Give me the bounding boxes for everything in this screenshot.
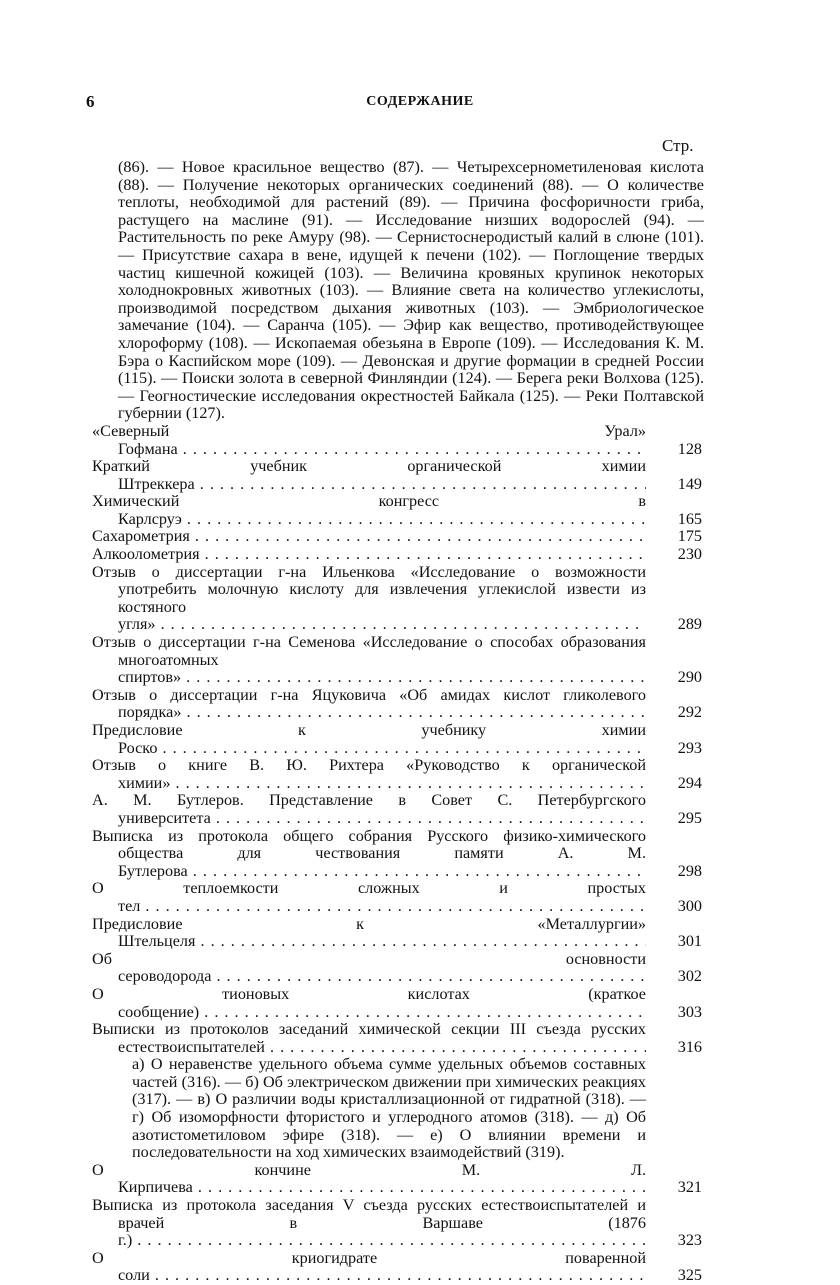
toc-entry-title: Выписка из протокола общего собрания Русского физико-химического общества для чествования памяти А. М. Бутлерова . . . bbox=[92, 828, 646, 881]
toc-entry-page: 321 bbox=[650, 1179, 702, 1197]
toc-entry-page: 165 bbox=[650, 511, 702, 529]
toc-entry bbox=[92, 564, 704, 634]
toc-entry-page: 290 bbox=[650, 669, 702, 687]
toc-entry bbox=[92, 423, 704, 458]
toc-entry bbox=[92, 757, 704, 792]
toc-entry-title: Предисловие к «Металлургии» Штельцеля . . . bbox=[92, 916, 646, 951]
toc-entry bbox=[92, 546, 704, 564]
toc-entry-page: 128 bbox=[650, 441, 702, 459]
toc-entry-title: О тионовых кислотах (краткое сообщение) . . . bbox=[92, 986, 646, 1021]
toc-entry-title: Сахарометрия . . . bbox=[92, 528, 646, 546]
toc-entry-page: 325 bbox=[650, 1267, 702, 1285]
toc-entry-page: 302 bbox=[650, 968, 702, 986]
toc-entry bbox=[92, 493, 704, 528]
toc-entries bbox=[92, 423, 704, 1056]
toc-entry-title: Выписки из протоколов заседаний химической секции III съезда русских естествоиспытателей . . . bbox=[92, 1021, 646, 1056]
toc-entry bbox=[92, 951, 704, 986]
toc-entry bbox=[92, 458, 704, 493]
toc-entry-title: А. М. Бутлеров. Представление в Совет С. Петербургского университета . . . bbox=[92, 792, 646, 827]
toc-entry-title: О криогидрате поваренной соли . . . bbox=[92, 1250, 646, 1285]
toc-entry-page: 300 bbox=[650, 898, 702, 916]
toc-entry-page: 293 bbox=[650, 740, 702, 758]
toc-entry-page: 301 bbox=[650, 933, 702, 951]
toc-entry bbox=[92, 634, 704, 687]
toc-entry-page: 230 bbox=[650, 546, 702, 564]
toc-entry bbox=[92, 1197, 704, 1250]
toc-entry bbox=[92, 792, 704, 827]
sub-paragraph: а) О неравенстве удельного объема сумме удельных объемов составных частей (316). — б) Об электрическом движении при химических реакциях (317). — в) О различии воды кристаллизационной от гидратной (318). — г) Об изоморфности фтористого и углеродного атомов (318). — д) Об азотистометиловом эфире (318). — е) О влиянии времени и последовательности на ход химических взаимодействий (319). bbox=[132, 1055, 646, 1162]
toc-entry-title: Краткий учебник органической химии Штреккера . . . bbox=[92, 458, 646, 493]
toc-entry-page: 294 bbox=[650, 775, 702, 793]
toc-entry-title: Отзыв о диссертации г-на Яцуковича «Об амидах кислот гликолевого порядка» . . . bbox=[92, 687, 646, 722]
toc-entry-title: О кончине М. Л. Кирпичева . . . bbox=[92, 1162, 646, 1197]
toc-entry bbox=[92, 1162, 704, 1197]
toc-entry bbox=[92, 722, 704, 757]
toc-entry bbox=[92, 1250, 704, 1285]
running-head-title: СОДЕРЖАНИЕ bbox=[366, 94, 474, 109]
toc-entry-page: 175 bbox=[650, 528, 702, 546]
toc-entry-title: Алкоолометрия . . . bbox=[92, 546, 646, 564]
toc-entry-page: 289 bbox=[650, 616, 702, 634]
intro-paragraph: (86). — Новое красильное вещество (87). — Четырехсернометиленовая кислота (88). — Получение некоторых органических соединений (88). — О количестве теплоты, необходимой для растений (89). — Причина фосфоричности гриба, растущего на маслине (91). — Исследование низших водорослей (94). — Растительность по реке Амуру (98). — Сернистоснеродистый калий в слюне (101). — Присутствие сахара в вене, идущей к печени (102). — Поглощение твердых частиц кишечной кожицей (103). — Величина кровяных крупинок некоторых холоднокровных животных (103). — Влияние света на количество углекислоты, производимой посредством дыхания животных (103). — Эмбриологическое замечание (104). — Саранча (105). — Эфир как вещество, противодействующее хлороформу (108). — Ископаемая обезьяна в Европе (109). — Исследования К. М. Бэра о Каспийском море (109). — Девонская и другие формации в средней России (115). — Поиски золота в северной Финляндии (124). — Берега реки Волхова (125). — Геогностические исследования окрестностей Байкала (125). — Реки Полтавской губернии (127). bbox=[118, 158, 704, 423]
toc-entry-page: 323 bbox=[650, 1232, 702, 1250]
toc-entry bbox=[92, 880, 704, 915]
toc-entry bbox=[92, 687, 704, 722]
toc-entry-page: 316 bbox=[650, 1039, 702, 1057]
toc-entry bbox=[92, 1021, 704, 1056]
toc-entry-page: 298 bbox=[650, 863, 702, 881]
toc-entry bbox=[92, 528, 704, 546]
toc-entry-title: Об основности сероводорода . . . bbox=[92, 951, 646, 986]
toc-entries-tail bbox=[92, 1162, 704, 1285]
contents-body bbox=[92, 159, 704, 1285]
toc-entry-title: О теплоемкости сложных и простых тел . . . bbox=[92, 880, 646, 915]
pages-column-label: Стр. bbox=[662, 136, 694, 155]
toc-entry-title: Отзыв о диссертации г-на Ильенкова «Исследование о возможности употребить молочную кислоту для извлечения углекислой извести из костяного угля» . . . bbox=[92, 564, 646, 634]
toc-entry-title: Химический конгресс в Карлсруэ . . . bbox=[92, 493, 646, 528]
toc-entry-page: 149 bbox=[650, 476, 702, 494]
toc-entry-title: «Северный Урал» Гофмана . . . bbox=[92, 423, 646, 458]
page-number: 6 bbox=[86, 92, 95, 111]
toc-entry-title: Отзыв о диссертации г-на Семенова «Исследование о способах образования многоатомных спиртов» . . . bbox=[92, 634, 646, 687]
toc-entry bbox=[92, 828, 704, 881]
toc-entry-page: 292 bbox=[650, 704, 702, 722]
toc-entry-page: 295 bbox=[650, 810, 702, 828]
toc-entry-title: Выписка из протокола заседания V съезда русских естествоиспытателей и врачей в Варшаве (1876 г.) . . . bbox=[92, 1197, 646, 1250]
toc-entry bbox=[92, 986, 704, 1021]
toc-entry-title: Отзыв о книге В. Ю. Рихтера «Руководство к органической химии» . . . bbox=[92, 757, 646, 792]
toc-entry-title: Предисловие к учебнику химии Роско . . . bbox=[92, 722, 646, 757]
toc-entry-page: 303 bbox=[650, 1004, 702, 1022]
toc-entry bbox=[92, 916, 704, 951]
